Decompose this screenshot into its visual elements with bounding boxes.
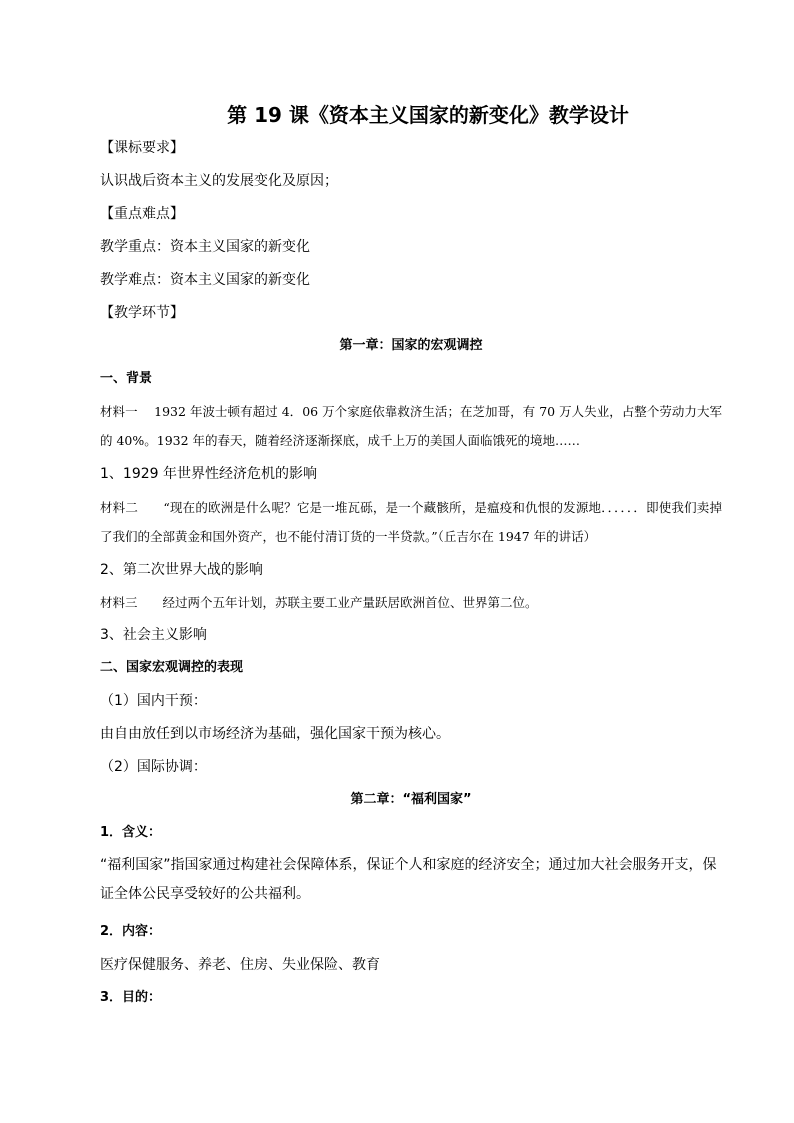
point-2: 2、第二次世界大战的影响 [100,562,263,578]
document-title: 第 19 课《资本主义国家的新变化》教学设计 [227,103,629,127]
chapter1-heading: 第一章：国家的宏观调控 [339,338,483,353]
document-body [100,100,722,1021]
chapter2-item2-text: 医疗保健服务、养老、住房、失业保险、教育 [100,957,380,973]
material-1: 材料一 1932 年波士顿有超过 4．06 万个家庭依靠救济生活；在芝加哥，有 70 万人失业，占整个劳动力大军的 40%。1932 年的春天，随着经济逐渐探底，成千上万的美国人面临饿死的境地…… [100,404,722,448]
section-heading-zhongdian: 【重点难点】 [100,206,184,222]
chapter2-item3: 3．目的： [100,990,162,1005]
chapter2-item1-text: “福利国家”指国家通过构建社会保障体系，保证个人和家庭的经济安全；通过加大社会服务开支，保证全体公民享受较好的公共福利。 [100,857,717,902]
domestic-text: 由自由放任到以市场经济为基础，强化国家干预为核心。 [100,726,450,742]
chapter2-item1: 1．含义： [100,825,162,840]
chapter1-sub2: 二、国家宏观调控的表现 [100,660,244,675]
section-heading-kebiao: 【课标要求】 [100,140,184,156]
domestic-heading: （1）国内干预： [100,693,207,709]
material-3: 材料三 经过两个五年计划，苏联主要工业产量跃居欧洲首位、世界第二位。 [100,595,538,610]
nandian-text: 教学难点：资本主义国家的新变化 [100,272,310,288]
chapter1-sub1: 一、背景 [100,371,153,386]
section-heading-huanjie: 【教学环节】 [100,305,184,321]
point-1: 1、1929 年世界性经济危机的影响 [100,466,317,482]
point-3: 3、社会主义影响 [100,627,207,643]
international-heading: （2）国际协调： [100,759,207,775]
material-2: 材料二 “现在的欧洲是什么呢？它是一堆瓦砾，是一个藏骸所，是瘟疫和仇恨的发源地．．．．．．即使我们卖掉了我们的全部黄金和国外资产，也不能付清订货的一半贷款。”（丘吉尔在 1947 年的讲话） [100,500,722,544]
chapter2-item2: 2．内容： [100,924,162,939]
chapter2-heading: 第二章：“福利国家” [350,792,472,807]
zhongdian-text: 教学重点：资本主义国家的新变化 [100,239,310,255]
kebiao-text: 认识战后资本主义的发展变化及原因； [100,173,338,189]
